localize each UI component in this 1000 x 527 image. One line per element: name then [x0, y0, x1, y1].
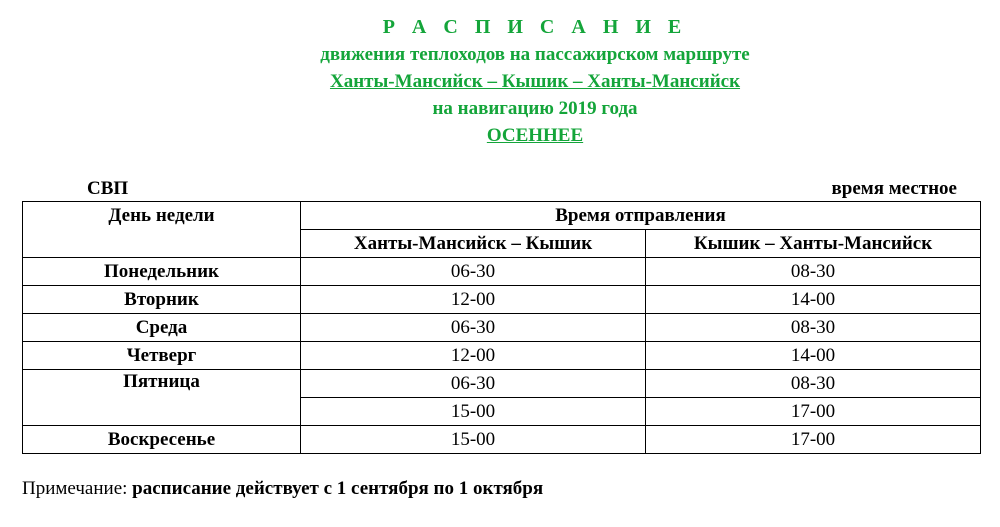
- day-cell: Понедельник: [23, 258, 301, 286]
- day-cell: Вторник: [23, 286, 301, 314]
- table-row: [23, 314, 981, 342]
- day-cell: Воскресенье: [23, 426, 301, 454]
- pier-label: СВП: [87, 178, 129, 199]
- schedule-table: [22, 201, 981, 454]
- table-row: [23, 426, 981, 454]
- route-name: Ханты-Мансийск – Кышик – Ханты-Мансийск: [329, 71, 741, 92]
- season-label: ОСЕННЕЕ: [486, 125, 584, 146]
- footnote-text: расписание действует с 1 сентября по 1 октября: [132, 478, 544, 499]
- time-cell: 14-00: [646, 286, 981, 314]
- day-cell: Среда: [23, 314, 301, 342]
- time-cell: 06-30: [301, 370, 646, 398]
- footnote-label: Примечание:: [22, 478, 133, 499]
- day-cell: Пятница: [23, 370, 301, 426]
- departure-time-header: Время отправления: [301, 202, 981, 230]
- time-cell: 14-00: [646, 342, 981, 370]
- time-cell: 08-30: [646, 314, 981, 342]
- schedule-subtitle: движения теплоходов на пассажирском маршруте: [320, 44, 750, 65]
- time-cell: 06-30: [301, 258, 646, 286]
- day-cell: Четверг: [23, 342, 301, 370]
- table-row: [23, 258, 981, 286]
- schedule-header: [0, 14, 1000, 149]
- time-cell: 17-00: [646, 398, 981, 426]
- schedule-title: Р А С П И С А Н И Е: [382, 16, 688, 38]
- navigation-year: на навигацию 2019 года: [432, 98, 638, 119]
- table-row: [23, 342, 981, 370]
- time-cell: 06-30: [301, 314, 646, 342]
- direction-2-header: Кышик – Ханты-Мансийск: [646, 230, 981, 258]
- time-cell: 08-30: [646, 258, 981, 286]
- direction-1-header: Ханты-Мансийск – Кышик: [301, 230, 646, 258]
- table-row: [23, 370, 981, 398]
- table-header-row: [23, 202, 981, 230]
- footnote: [22, 478, 543, 500]
- time-cell: 17-00: [646, 426, 981, 454]
- time-cell: 08-30: [646, 370, 981, 398]
- table-row: [23, 286, 981, 314]
- day-column-header: День недели: [23, 202, 301, 258]
- time-zone-label: время местное: [831, 178, 957, 199]
- time-cell: 15-00: [301, 398, 646, 426]
- time-cell: 15-00: [301, 426, 646, 454]
- time-cell: 12-00: [301, 286, 646, 314]
- time-cell: 12-00: [301, 342, 646, 370]
